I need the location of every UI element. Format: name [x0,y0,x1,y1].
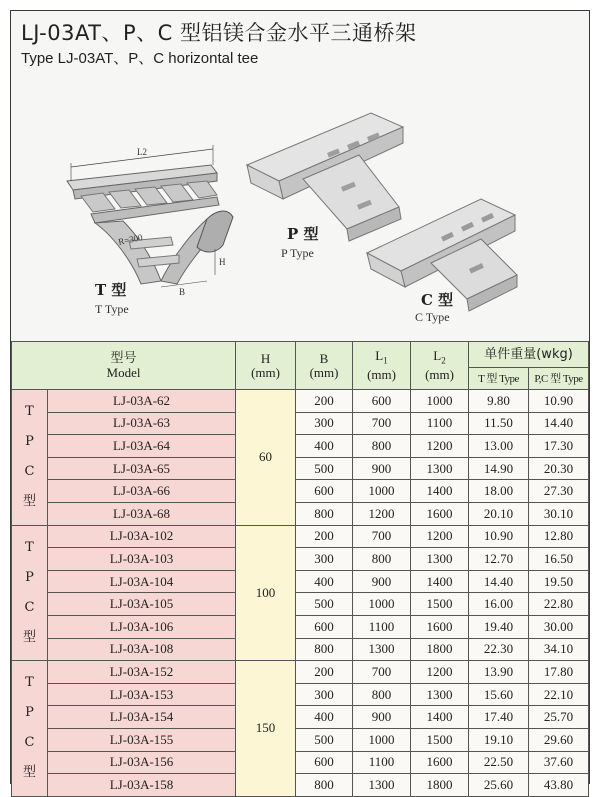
l2-cell: 1000 [411,390,469,413]
l2-cell: 1500 [411,593,469,616]
group-type-char: 型 [22,629,36,645]
model-cell: LJ-03A-104 [48,570,236,593]
header-h: H (mm) [236,342,296,390]
weight-pc-cell: 17.80 [529,661,589,684]
l2-cell: 1300 [411,457,469,480]
l1-cell: 600 [353,390,411,413]
l1-cell: 700 [353,412,411,435]
weight-t-cell: 14.40 [469,570,529,593]
l2-cell: 1200 [411,661,469,684]
product-diagram [11,69,588,339]
table-row [12,390,589,413]
l2-cell: 1800 [411,774,469,797]
weight-pc-cell: 22.80 [529,593,589,616]
model-cell: LJ-03A-63 [48,412,236,435]
weight-t-cell: 13.90 [469,661,529,684]
b-cell: 400 [296,435,353,458]
weight-t-cell: 12.70 [469,548,529,571]
weight-pc-cell: 14.40 [529,412,589,435]
dim-h: H [219,257,226,267]
group-type-label [12,390,48,526]
b-cell: 800 [296,638,353,661]
header-weight: 单件重量(wkg) [469,342,589,368]
l1-cell: 800 [353,435,411,458]
model-cell: LJ-03A-156 [48,751,236,774]
l2-cell: 1100 [411,412,469,435]
weight-pc-cell: 19.50 [529,570,589,593]
group-type-char: P [25,569,34,585]
l1-cell: 900 [353,457,411,480]
weight-t-cell: 14.90 [469,457,529,480]
t-type-label-cn: T 型 [95,281,127,299]
p-type-label-en: P Type [281,246,314,260]
l1-cell: 700 [353,661,411,684]
table-row [12,615,589,638]
model-cell: LJ-03A-64 [48,435,236,458]
weight-pc-cell: 27.30 [529,480,589,503]
group-type-label [12,525,48,661]
b-cell: 500 [296,457,353,480]
l1-cell: 1200 [353,502,411,525]
table-row [12,480,589,503]
t-type-illustration [67,145,233,316]
c-type-label-en: C Type [415,310,450,324]
group-type-char: 型 [22,494,36,510]
table-row [12,412,589,435]
weight-pc-cell: 43.80 [529,774,589,797]
table-row [12,661,589,684]
b-cell: 200 [296,661,353,684]
h-cell: 100 [236,525,296,661]
b-cell: 300 [296,683,353,706]
b-cell: 200 [296,390,353,413]
model-cell: LJ-03A-108 [48,638,236,661]
h-cell: 150 [236,661,296,797]
model-cell: LJ-03A-68 [48,502,236,525]
b-cell: 600 [296,751,353,774]
weight-t-cell: 20.10 [469,502,529,525]
model-cell: LJ-03A-102 [48,525,236,548]
weight-pc-cell: 30.00 [529,615,589,638]
spec-table [11,341,589,797]
page-subtitle: Type LJ-03AT、P、C horizontal tee [21,50,259,67]
b-cell: 800 [296,502,353,525]
t-type-label-en: T Type [95,302,129,316]
weight-pc-cell: 34.10 [529,638,589,661]
l2-cell: 1200 [411,525,469,548]
weight-pc-cell: 29.60 [529,728,589,751]
weight-t-cell: 17.40 [469,706,529,729]
l1-cell: 1300 [353,638,411,661]
table-row [12,435,589,458]
l2-cell: 1600 [411,615,469,638]
model-cell: LJ-03A-155 [48,728,236,751]
weight-t-cell: 11.50 [469,412,529,435]
dim-radius: R=300 [117,232,144,247]
l2-cell: 1200 [411,435,469,458]
weight-t-cell: 13.00 [469,435,529,458]
l1-cell: 1300 [353,774,411,797]
b-cell: 400 [296,570,353,593]
weight-pc-cell: 17.30 [529,435,589,458]
header-weight-pc: P,C 型 Type [529,368,589,390]
table-row [12,570,589,593]
weight-t-cell: 10.90 [469,525,529,548]
p-type-illustration [247,113,403,260]
h-cell: 60 [236,390,296,526]
model-cell: LJ-03A-158 [48,774,236,797]
b-cell: 800 [296,774,353,797]
group-type-char: 型 [22,765,36,781]
l2-cell: 1400 [411,706,469,729]
weight-t-cell: 18.00 [469,480,529,503]
table-row [12,525,589,548]
group-type-char: T [25,675,34,691]
table-row [12,548,589,571]
b-cell: 600 [296,615,353,638]
model-cell: LJ-03A-154 [48,706,236,729]
b-cell: 600 [296,480,353,503]
dim-l2: L2 [137,147,147,157]
group-type-char: C [24,735,35,751]
weight-pc-cell: 25.70 [529,706,589,729]
header-weight-t: T 型 Type [469,368,529,390]
l2-cell: 1600 [411,502,469,525]
table-row [12,774,589,797]
l1-cell: 800 [353,683,411,706]
model-cell: LJ-03A-65 [48,457,236,480]
model-cell: LJ-03A-153 [48,683,236,706]
weight-t-cell: 19.10 [469,728,529,751]
header-l1: $L_1$ (mm) [353,342,411,390]
group-type-char: T [25,404,34,420]
table-row [12,706,589,729]
l1-cell: 1100 [353,751,411,774]
weight-pc-cell: 30.10 [529,502,589,525]
weight-t-cell: 19.40 [469,615,529,638]
weight-pc-cell: 22.10 [529,683,589,706]
l1-cell: 700 [353,525,411,548]
table-row [12,638,589,661]
header-b: B (mm) [296,342,353,390]
group-type-label [12,661,48,797]
l2-cell: 1300 [411,683,469,706]
weight-t-cell: 22.30 [469,638,529,661]
l1-cell: 1000 [353,593,411,616]
model-cell: LJ-03A-103 [48,548,236,571]
weight-pc-cell: 10.90 [529,390,589,413]
group-type-char: C [24,464,35,480]
model-cell: LJ-03A-105 [48,593,236,616]
l2-cell: 1300 [411,548,469,571]
b-cell: 200 [296,525,353,548]
weight-pc-cell: 16.50 [529,548,589,571]
table-row [12,457,589,480]
weight-t-cell: 9.80 [469,390,529,413]
spec-sheet [10,10,590,792]
l1-cell: 900 [353,570,411,593]
model-cell: LJ-03A-106 [48,615,236,638]
weight-pc-cell: 20.30 [529,457,589,480]
model-cell: LJ-03A-152 [48,661,236,684]
table-row [12,502,589,525]
table-row [12,728,589,751]
weight-pc-cell: 37.60 [529,751,589,774]
l2-cell: 1500 [411,728,469,751]
weight-t-cell: 22.50 [469,751,529,774]
weight-t-cell: 25.60 [469,774,529,797]
b-cell: 300 [296,548,353,571]
l1-cell: 1100 [353,615,411,638]
l2-cell: 1400 [411,570,469,593]
b-cell: 400 [296,706,353,729]
l2-cell: 1400 [411,480,469,503]
l2-cell: 1800 [411,638,469,661]
group-type-char: P [25,705,34,721]
weight-pc-cell: 12.80 [529,525,589,548]
group-type-char: C [24,599,35,615]
weight-t-cell: 16.00 [469,593,529,616]
b-cell: 500 [296,728,353,751]
weight-t-cell: 15.60 [469,683,529,706]
header-l2: $L_2$ (mm) [411,342,469,390]
p-type-label-cn: P 型 [287,225,319,243]
header-model: 型号 Model [12,342,236,390]
l1-cell: 900 [353,706,411,729]
dim-b: B [179,287,186,297]
l1-cell: 800 [353,548,411,571]
group-type-char: P [25,434,34,450]
l1-cell: 1000 [353,480,411,503]
b-cell: 300 [296,412,353,435]
l2-cell: 1600 [411,751,469,774]
c-type-label-cn: C 型 [421,291,454,309]
page-title: LJ-03AT、P、C 型铝镁合金水平三通桥架 [21,21,417,45]
l1-cell: 1000 [353,728,411,751]
group-type-char: T [25,539,34,555]
table-row [12,751,589,774]
model-cell: LJ-03A-62 [48,390,236,413]
model-cell: LJ-03A-66 [48,480,236,503]
table-row [12,683,589,706]
b-cell: 500 [296,593,353,616]
table-row [12,593,589,616]
